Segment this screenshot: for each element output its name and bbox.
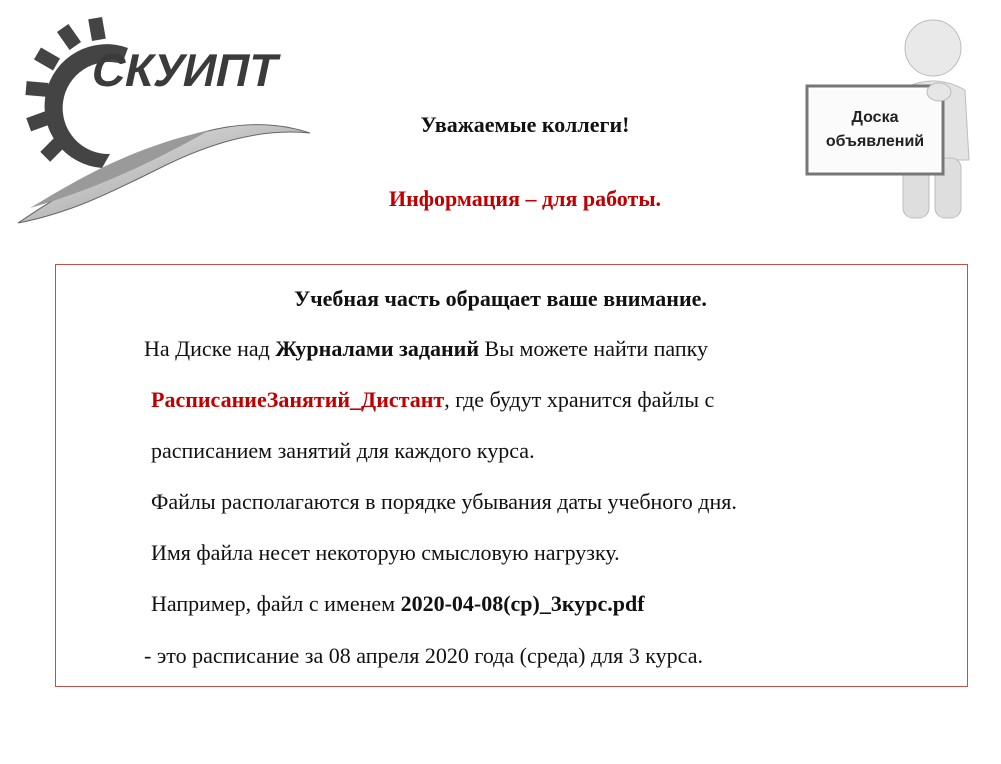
notice-title: Учебная часть обращает ваше внимание.	[294, 286, 707, 311]
text-run: Вы можете найти папку	[479, 336, 709, 361]
journals-label: Журналами заданий	[275, 336, 480, 361]
notice-line-5: Имя файла несет некоторую смысловую нагрузку.	[151, 540, 620, 565]
notice-line-1	[144, 336, 708, 362]
notice-frame	[55, 264, 968, 687]
announcement-board-image	[783, 10, 991, 225]
text-run: , где будут хранится файлы с	[444, 387, 715, 412]
notice-line-3: расписанием занятий для каждого курса.	[151, 438, 535, 463]
notice-line-7: - это расписание за 08 апреля 2020 года (среда) для 3 курса.	[144, 643, 703, 668]
board-sign-line2: объявлений	[825, 133, 925, 150]
board-sign-line1: Доска	[851, 109, 899, 126]
college-logo	[10, 8, 310, 233]
notice-line-2	[151, 387, 714, 413]
notice-line-6	[151, 591, 645, 617]
text-run: Например, файл с именем	[151, 591, 401, 616]
subtitle-heading: Информация – для работы.	[388, 186, 661, 211]
text-run: На Диске над	[144, 336, 276, 361]
logo-letters: СКУИПТ	[87, 44, 284, 96]
notice-line-4: Файлы располагаются в порядке убывания даты учебного дня.	[151, 489, 737, 514]
greeting-heading: Уважаемые коллеги!	[420, 112, 630, 137]
folder-name: РасписаниеЗанятий_Дистант	[151, 387, 445, 412]
example-file-name: 2020-04-08(ср)_3курс.pdf	[400, 591, 645, 616]
